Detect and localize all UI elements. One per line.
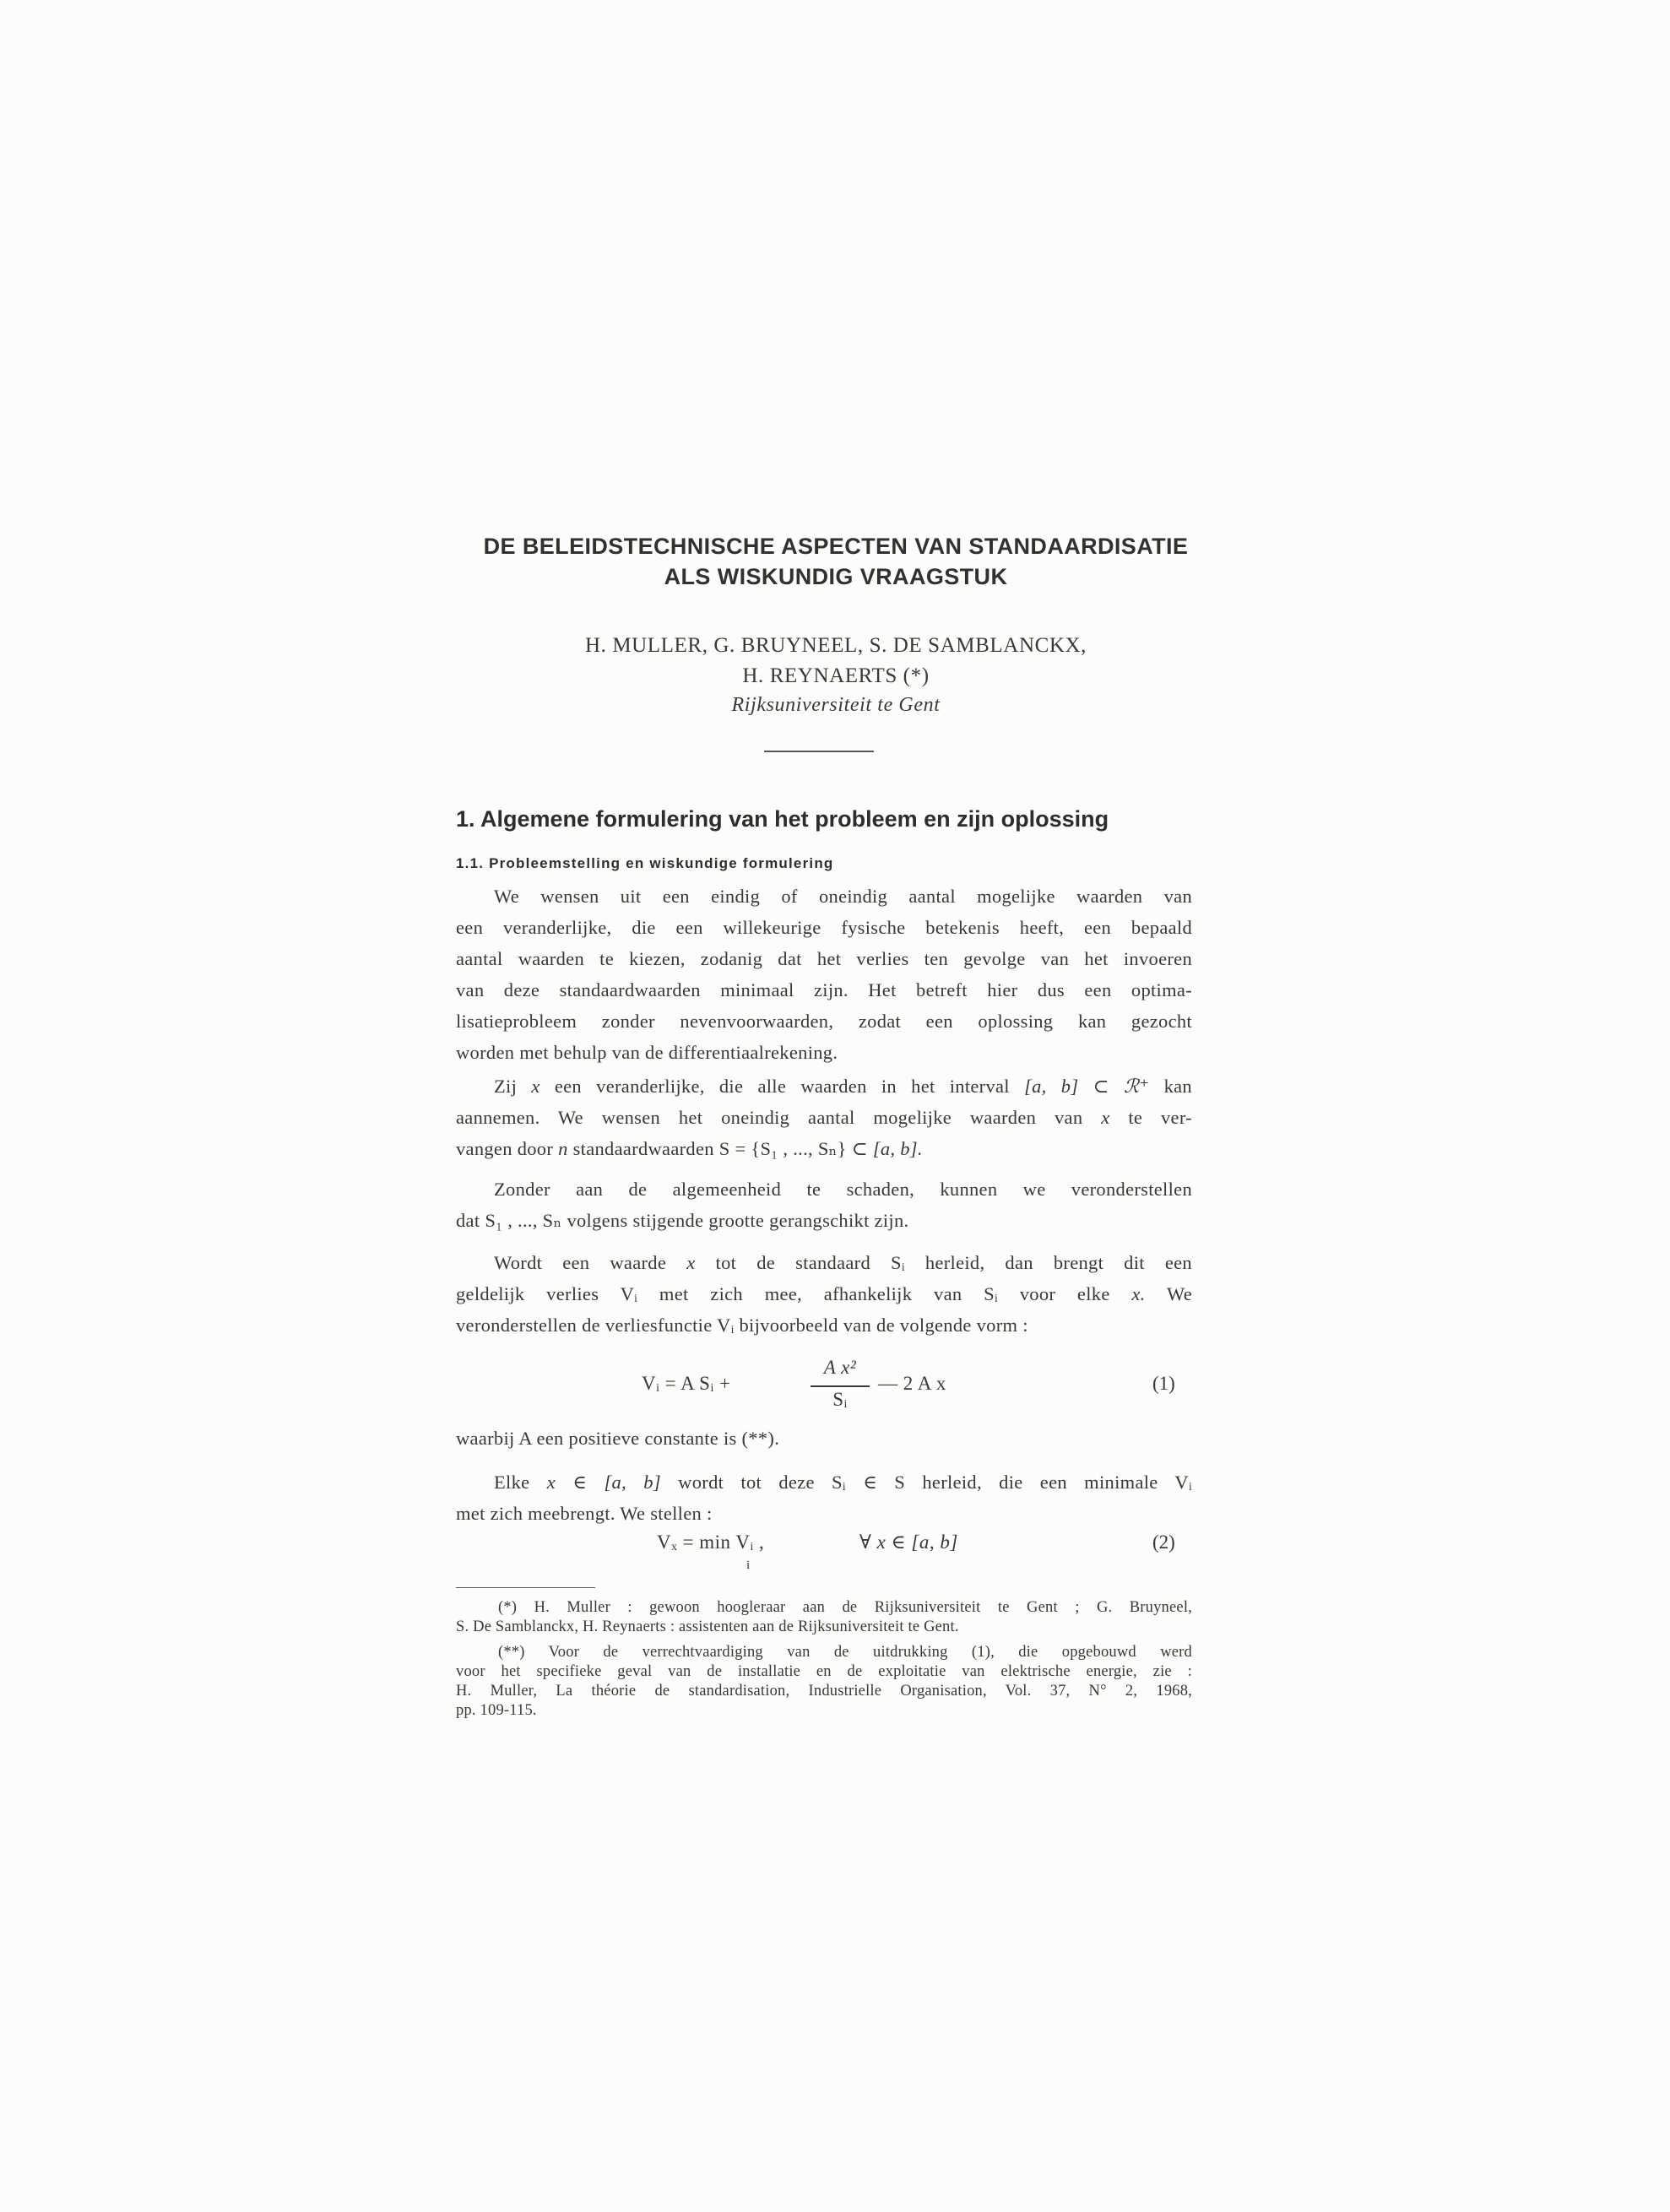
paragraph-1-line: een veranderlijke, die een willekeurige fysische betekenis heeft, een bepaald — [456, 917, 1192, 938]
paragraph-2 — [456, 1071, 1192, 1164]
interval: [a, b]. — [872, 1138, 923, 1159]
variable-x: x. — [1131, 1283, 1146, 1304]
paragraph-6-line — [456, 1467, 1192, 1498]
footnote-2-line: (**) Voor de verrechtvaardiging van de uitdrukking (1), die opgebouwd werd — [498, 1644, 1192, 1661]
paragraph-6-line: met zich meebrengt. We stellen : — [456, 1503, 713, 1524]
text: standaardwaarden S = {S₁ , ..., Sₙ} ⊂ — [572, 1138, 868, 1159]
footnote-1-line: (*) H. Muller : gewoon hoogleraar aan de Rijksuniversiteit te Gent ; G. Bruyneel, — [498, 1599, 1192, 1616]
interval: [a, b] — [604, 1472, 661, 1493]
variable-x: x — [1101, 1107, 1110, 1128]
paragraph-5 — [456, 1423, 1192, 1454]
equation-1-lhs: Vᵢ = A Sᵢ + — [642, 1373, 731, 1394]
text: tot de standaard Sᵢ herleid, dan brengt dit een — [715, 1252, 1192, 1273]
text: geldelijk verlies Vᵢ met zich mee, afhankelijk van Sᵢ voor elke — [456, 1283, 1110, 1304]
text: We — [1166, 1283, 1192, 1304]
paragraph-2-line — [456, 1133, 1192, 1164]
text: wordt tot deze Sᵢ ∈ S herleid, die een minimale Vᵢ — [678, 1472, 1192, 1493]
subsection-heading: 1.1. Probleemstelling en wiskundige formulering — [456, 855, 834, 871]
footnote-2-line: H. Muller, La théorie de standardisation, Industrielle Organisation, Vol. 37, N° 2, 1968, — [456, 1683, 1192, 1700]
equation-1-fraction-bar — [811, 1385, 870, 1387]
section-heading: 1. Algemene formulering van het probleem en zijn oplossing — [456, 806, 1109, 832]
equation-1-numerator: A x² — [823, 1357, 857, 1378]
footnote-2-line: pp. 109-115. — [456, 1702, 537, 1719]
equation-2-rhs: ∀ x ∈ [a, b] — [859, 1532, 958, 1553]
paragraph-1-line: worden met behulp van de differentiaalrekening. — [456, 1042, 838, 1063]
variable-x: x — [686, 1252, 696, 1273]
title-separator-rule — [764, 751, 874, 752]
equation-1-number: (1) — [1152, 1373, 1175, 1394]
paragraph-1-line: We wensen uit een eindig of oneindig aantal mogelijke waarden van — [494, 886, 1192, 907]
paragraph-4-line: veronderstellen de verliesfunctie Vᵢ bijvoorbeeld van de volgende vorm : — [456, 1315, 1028, 1336]
authors-line-2: H. REYNAERTS (*) — [742, 664, 930, 687]
paragraph-3-line: Zonder aan de algemeenheid te schaden, kunnen we veronderstellen — [494, 1179, 1192, 1200]
paragraph-4 — [456, 1247, 1192, 1341]
authors-line-1: H. MULLER, G. BRUYNEEL, S. DE SAMBLANCKX, — [584, 634, 1087, 657]
paragraph-4-line — [456, 1247, 1192, 1278]
text: aannemen. We wensen het oneindig aantal mogelijke waarden van — [456, 1107, 1083, 1128]
text: een veranderlijke, die alle waarden in het interval — [554, 1076, 1010, 1097]
text: kan — [1163, 1076, 1192, 1097]
variable-x: x — [546, 1472, 556, 1493]
paragraph-5-line: waarbij A een positieve constante is (**). — [456, 1428, 780, 1449]
equation-1-rhs: — 2 A x — [878, 1373, 946, 1394]
text: ∈ — [572, 1472, 588, 1493]
equation-2-number: (2) — [1152, 1532, 1175, 1553]
paragraph-1-line: lisatieprobleem zonder nevenvoorwaarden, zodat een oplossing kan gezocht — [456, 1011, 1192, 1032]
equation-2-lhs: Vₓ = min Vᵢ , — [657, 1532, 765, 1553]
paragraph-2-line — [456, 1071, 1192, 1102]
text: Elke — [494, 1472, 530, 1493]
paragraph-1-line: aantal waarden te kiezen, zodanig dat het verlies ten gevolge van het invoeren — [456, 948, 1192, 969]
text: te ver- — [1128, 1107, 1192, 1128]
paragraph-6 — [456, 1467, 1192, 1529]
text: Wordt een waarde — [494, 1252, 667, 1273]
paper-title-line-2: ALS WISKUNDIG VRAAGSTUK — [664, 564, 1008, 589]
footnote-1-line: S. De Samblanckx, H. Reynaerts : assistenten aan de Rijksuniversiteit te Gent. — [456, 1618, 959, 1635]
footnote-separator-rule — [456, 1587, 595, 1588]
variable-n: n — [558, 1138, 568, 1159]
interval: [a, b] ⊂ ℛ⁺ — [1024, 1076, 1150, 1097]
equation-1-denominator: Sᵢ — [832, 1389, 848, 1410]
paper-title-line-1: DE BELEIDSTECHNISCHE ASPECTEN VAN STANDAARDISATIE — [483, 534, 1189, 559]
footnote-2-line: voor het specifieke geval van de installatie en de exploitatie van elektrische energie, zie : — [456, 1663, 1192, 1680]
text: vangen door — [456, 1138, 554, 1159]
paragraph-1 — [456, 881, 1192, 1068]
footnote-1 — [456, 1598, 1192, 1637]
paragraph-2-line — [456, 1102, 1192, 1133]
equation-2-min-subscript: i — [746, 1559, 751, 1572]
paragraph-3 — [456, 1174, 1192, 1236]
paragraph-4-line — [456, 1278, 1192, 1309]
variable-x: x — [531, 1076, 540, 1097]
paragraph-3-line: dat S₁ , ..., Sₙ volgens stijgende grootte gerangschikt zijn. — [456, 1210, 909, 1231]
paragraph-1-line: van deze standaardwaarden minimaal zijn. Het betreft hier dus een optima- — [456, 979, 1192, 1000]
text: Zij — [494, 1076, 518, 1097]
footnote-2 — [456, 1643, 1192, 1721]
affiliation: Rijksuniversiteit te Gent — [731, 694, 941, 716]
